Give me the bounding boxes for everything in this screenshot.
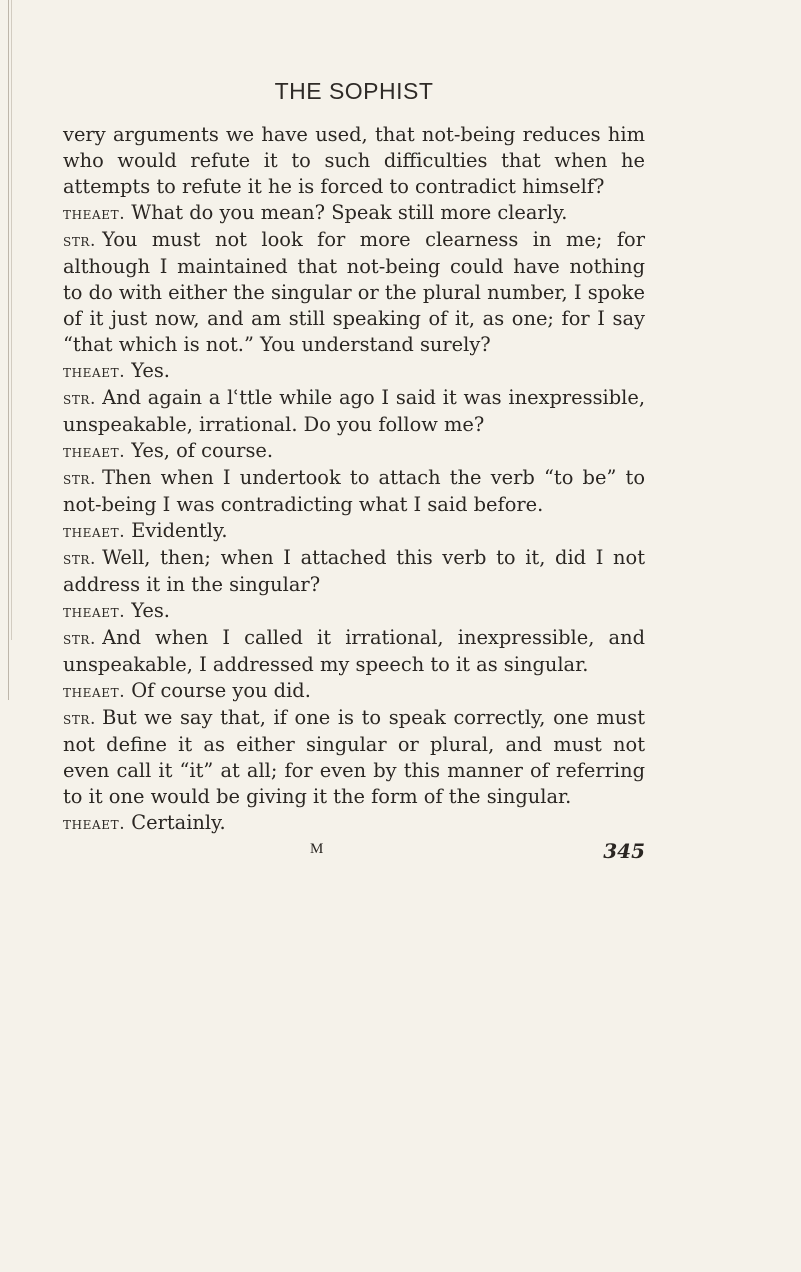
paragraph-text: And again a lʿttle while ago I said it was inexpressible, unspeakable, irrational. Do you follow me? xyxy=(63,386,645,436)
paragraph-13 xyxy=(63,705,645,810)
speaker-label: theaet. xyxy=(63,442,126,462)
paragraph-11 xyxy=(63,625,645,678)
speaker-label: str. xyxy=(63,389,97,409)
body-text xyxy=(63,122,645,837)
speaker-label: theaet. xyxy=(63,204,126,224)
paragraph-2 xyxy=(63,200,645,227)
gutter-line xyxy=(8,0,9,700)
speaker-label: theaet. xyxy=(63,602,126,622)
speaker-label: theaet. xyxy=(63,362,126,382)
paragraph-9 xyxy=(63,545,645,598)
running-head: THE SOPHIST xyxy=(274,78,434,104)
paragraph-text: Certainly. xyxy=(131,811,226,834)
page-footer xyxy=(63,839,645,867)
paragraph-5 xyxy=(63,385,645,438)
gutter-line-secondary xyxy=(11,0,12,640)
paragraph-8 xyxy=(63,518,645,545)
paragraph-text: But we say that, if one is to speak correctly, one must not define it as either singular or plural, and must not even call it “it” at all; for even by this manner of referring to it one would be giving it the form of the singular. xyxy=(63,706,645,808)
signature-mark: M xyxy=(310,841,324,857)
speaker-label: theaet. xyxy=(63,522,126,542)
book-page xyxy=(63,78,645,867)
speaker-label: str. xyxy=(63,709,97,729)
paragraph-text: very arguments we have used, that not-being reduces him who would refute it to such difficulties that when he attempts to refute it he is forced to contradict himself? xyxy=(63,123,645,198)
paragraph-7 xyxy=(63,465,645,518)
paragraph-text: Yes. xyxy=(131,359,170,382)
speaker-label: str. xyxy=(63,629,97,649)
paragraph-text: You must not look for more clearness in me; for although I maintained that not-being could have nothing to do with either the singular or the plural number, I spoke of it just now, and am still speaking of it, as one; for I say “that which is not.” You understand surely? xyxy=(63,228,645,356)
paragraph-text: Evidently. xyxy=(131,519,228,542)
speaker-label: theaet. xyxy=(63,814,126,834)
paragraph-3 xyxy=(63,227,645,358)
paragraph-text: And when I called it irrational, inexpressible, and unspeakable, I addressed my speech to it as singular. xyxy=(63,626,645,676)
paragraph-1 xyxy=(63,122,645,200)
paragraph-text: Yes, of course. xyxy=(131,439,274,462)
paragraph-text: Of course you did. xyxy=(131,679,311,702)
page-number: 345 xyxy=(603,839,645,863)
speaker-label: str. xyxy=(63,231,97,251)
paragraph-12 xyxy=(63,678,645,705)
paragraph-text: Yes. xyxy=(131,599,170,622)
paragraph-6 xyxy=(63,438,645,465)
paragraph-14 xyxy=(63,810,645,837)
paragraph-text: Well, then; when I attached this verb to it, did I not address it in the singular? xyxy=(63,546,645,596)
paragraph-text: Then when I undertook to attach the verb “to be” to not-being I was contradicting what I said before. xyxy=(63,466,645,516)
paragraph-10 xyxy=(63,598,645,625)
paragraph-4 xyxy=(63,358,645,385)
paragraph-text: What do you mean? Speak still more clearly. xyxy=(131,201,568,224)
speaker-label: theaet. xyxy=(63,682,126,702)
speaker-label: str. xyxy=(63,469,97,489)
speaker-label: str. xyxy=(63,549,97,569)
